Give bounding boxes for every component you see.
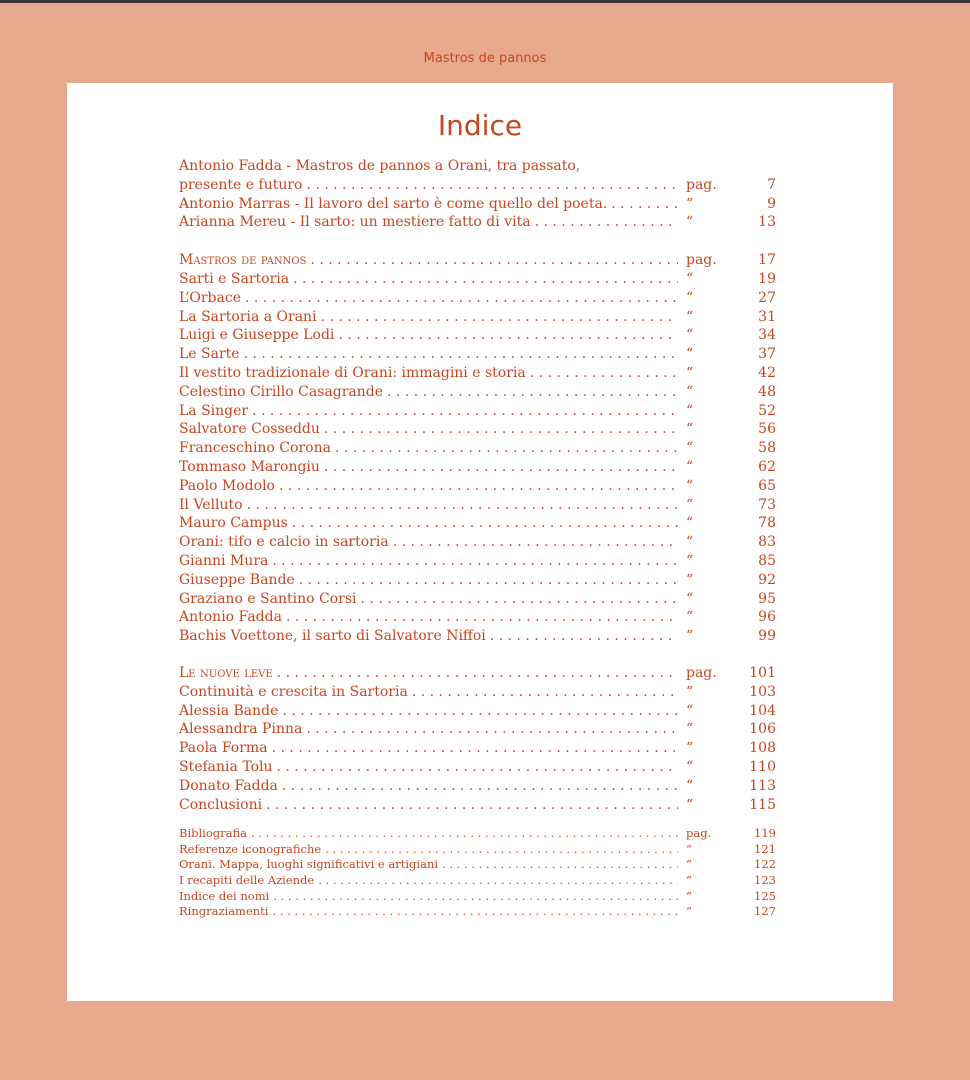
entry-title: Antonio Marras - Il lavoro del sarto è come quello del poeta. xyxy=(179,195,608,212)
toc-entry[interactable] xyxy=(179,571,776,590)
dot-leader xyxy=(292,514,678,533)
toc-entry[interactable] xyxy=(179,826,776,842)
toc-entry[interactable] xyxy=(179,777,776,796)
toc-entry[interactable] xyxy=(179,402,776,421)
entry-title: Alessia Bande xyxy=(179,702,279,719)
entry-page-number: 104 xyxy=(749,702,776,719)
toc-entry[interactable] xyxy=(179,270,776,289)
entry-pag-label: “ xyxy=(686,195,694,212)
entry-page-number: 9 xyxy=(767,195,776,212)
entry-page-number: 37 xyxy=(758,346,776,363)
toc-entry[interactable] xyxy=(179,796,776,815)
entry-title: Indice dei nomi xyxy=(179,888,270,903)
dot-leader xyxy=(611,195,678,214)
entry-title: Bachis Voettone, il sarto di Salvatore Niffoi xyxy=(179,628,486,645)
entry-title: I recapiti delle Aziende xyxy=(179,873,315,888)
entry-page-number: 62 xyxy=(758,458,776,475)
entry-pag-label: “ xyxy=(686,552,694,569)
toc-entry[interactable] xyxy=(179,157,776,176)
entry-title: Tommaso Marongiu xyxy=(179,458,320,475)
entry-pag-label: “ xyxy=(686,904,692,919)
entry-pag-label: “ xyxy=(686,841,692,856)
entry-pag-label: pag. xyxy=(686,252,717,269)
entry-title: Stefania Tolu xyxy=(179,758,273,775)
entry-title: Salvatore Cosseddu xyxy=(179,421,320,438)
entry-pag-label: “ xyxy=(686,873,692,888)
entry-page-number: 13 xyxy=(758,214,776,231)
dot-leader xyxy=(247,496,678,515)
dot-leader xyxy=(251,826,678,842)
toc-entry[interactable] xyxy=(179,477,776,496)
entry-pag-label: “ xyxy=(686,740,694,757)
entry-page-number: 96 xyxy=(758,609,776,626)
entry-title: Mauro Campus xyxy=(179,515,288,532)
dot-leader xyxy=(277,664,678,683)
entry-page-number: 78 xyxy=(758,515,776,532)
toc-entry[interactable] xyxy=(179,420,776,439)
entry-page-number: 127 xyxy=(754,904,776,919)
entry-page-number: 115 xyxy=(749,796,776,813)
entry-title: Antonio Fadda - Mastros de pannos a Orani, tra passato, xyxy=(179,158,581,174)
entry-pag-label: “ xyxy=(686,888,692,903)
entry-page-number: 19 xyxy=(758,270,776,287)
dot-leader xyxy=(335,439,678,458)
toc-entry[interactable] xyxy=(179,364,776,383)
toc-entry[interactable] xyxy=(179,904,776,920)
toc-entry[interactable] xyxy=(179,889,776,905)
entry-page-number: 52 xyxy=(758,402,776,419)
toc-entry[interactable] xyxy=(179,702,776,721)
dot-leader xyxy=(324,420,678,439)
entry-title: Il Velluto xyxy=(179,496,243,513)
toc-entry[interactable] xyxy=(179,458,776,477)
entry-title: presente e futuro xyxy=(179,176,303,193)
entry-pag-label: “ xyxy=(686,270,694,287)
toc-entry[interactable] xyxy=(179,514,776,533)
entry-title: Ringraziamenti xyxy=(179,904,269,919)
section-title: Le nuove leve xyxy=(179,664,273,681)
dot-leader xyxy=(245,289,678,308)
entry-pag-label: “ xyxy=(686,458,694,475)
entry-page-number: 119 xyxy=(754,826,776,841)
dot-leader xyxy=(490,627,678,646)
entry-title: Conclusioni xyxy=(179,796,263,813)
entry-title: Gianni Mura xyxy=(179,552,269,569)
entry-title: Alessandra Pinna xyxy=(179,721,303,738)
entry-page-number: 106 xyxy=(749,721,776,738)
toc-entry[interactable] xyxy=(179,308,776,327)
entry-pag-label: “ xyxy=(686,477,694,494)
entry-pag-label: “ xyxy=(686,609,694,626)
toc-entry[interactable] xyxy=(179,739,776,758)
entry-title: Orani: tifo e calcio in sartoria xyxy=(179,534,389,551)
entry-pag-label: “ xyxy=(686,383,694,400)
entry-page-number: 7 xyxy=(767,176,776,193)
index-page xyxy=(67,83,893,1001)
entry-page-number: 73 xyxy=(758,496,776,513)
dot-leader xyxy=(277,758,679,777)
dot-leader xyxy=(299,571,678,590)
entry-title: La Sartoria a Orani xyxy=(179,308,317,325)
dot-leader xyxy=(272,904,678,920)
entry-pag-label: pag. xyxy=(686,826,712,841)
table-of-contents xyxy=(179,157,776,920)
entry-pag-label: “ xyxy=(686,590,694,607)
entry-page-number: 92 xyxy=(758,571,776,588)
dot-leader xyxy=(325,842,678,858)
toc-entry[interactable] xyxy=(179,758,776,777)
dot-leader xyxy=(412,683,678,702)
entry-title: Orani. Mappa, luoghi significativi e artigiani xyxy=(179,857,439,872)
entry-page-number: 123 xyxy=(754,873,776,888)
entry-title: Paola Forma xyxy=(179,740,268,757)
entry-page-number: 121 xyxy=(754,841,776,856)
dot-leader xyxy=(282,777,678,796)
entry-pag-label: pag. xyxy=(686,664,717,681)
entry-pag-label: “ xyxy=(686,702,694,719)
entry-pag-label: “ xyxy=(686,496,694,513)
dot-leader xyxy=(279,477,678,496)
entry-page-number: 122 xyxy=(754,857,776,872)
section-title: Mastros de pannos xyxy=(179,252,307,269)
entry-page-number: 108 xyxy=(749,740,776,757)
entry-page-number: 85 xyxy=(758,552,776,569)
dot-leader xyxy=(272,739,678,758)
entry-pag-label: “ xyxy=(686,571,694,588)
entry-pag-label: “ xyxy=(686,308,694,325)
entry-title: Donato Fadda xyxy=(179,777,278,794)
entry-page-number: 27 xyxy=(758,289,776,306)
dot-leader xyxy=(361,590,678,609)
entry-page-number: 34 xyxy=(758,327,776,344)
entry-page-number: 125 xyxy=(754,888,776,903)
dot-leader xyxy=(252,402,678,421)
dot-leader xyxy=(306,176,678,195)
entry-pag-label: “ xyxy=(686,214,694,231)
section-heading[interactable] xyxy=(179,251,776,270)
dot-leader xyxy=(387,383,678,402)
entry-title: La Singer xyxy=(179,402,249,419)
entry-pag-label: “ xyxy=(686,327,694,344)
entry-pag-label: “ xyxy=(686,421,694,438)
entry-pag-label: “ xyxy=(686,857,692,872)
entry-pag-label: “ xyxy=(686,515,694,532)
toc-entry[interactable] xyxy=(179,857,776,873)
entry-title: Luigi e Giuseppe Lodi xyxy=(179,327,335,344)
toc-entry[interactable] xyxy=(179,195,776,214)
toc-entry[interactable] xyxy=(179,439,776,458)
toc-entry[interactable] xyxy=(179,842,776,858)
entry-pag-label: “ xyxy=(686,683,694,700)
entry-title: Graziano e Santino Corsi xyxy=(179,590,357,607)
dot-leader xyxy=(272,552,678,571)
toc-entry[interactable] xyxy=(179,326,776,345)
entry-page-number: 113 xyxy=(749,777,776,794)
entry-page-number: 17 xyxy=(758,252,776,269)
dot-leader xyxy=(442,857,678,873)
dot-leader xyxy=(535,213,678,232)
dot-leader xyxy=(306,720,678,739)
running-head: Mastros de pannos xyxy=(423,51,547,66)
entry-page-number: 103 xyxy=(749,683,776,700)
dot-leader xyxy=(530,364,678,383)
entry-title: Celestino Cirillo Casagrande xyxy=(179,383,383,400)
toc-entry[interactable] xyxy=(179,289,776,308)
dot-leader xyxy=(286,608,678,627)
entry-title: Antonio Fadda xyxy=(179,609,282,626)
toc-entry[interactable] xyxy=(179,627,776,646)
entry-title: Paolo Modolo xyxy=(179,477,275,494)
entry-pag-label: “ xyxy=(686,628,694,645)
toc-entry[interactable] xyxy=(179,683,776,702)
toc-entry[interactable] xyxy=(179,533,776,552)
entry-pag-label: “ xyxy=(686,402,694,419)
toc-entry[interactable] xyxy=(179,213,776,232)
entry-title: Continuità e crescita in Sartoria xyxy=(179,683,408,700)
dot-leader xyxy=(310,251,678,270)
entry-title: Il vestito tradizionale di Orani: immagini e storia xyxy=(179,364,526,381)
entry-page-number: 95 xyxy=(758,590,776,607)
entry-pag-label: “ xyxy=(686,721,694,738)
entry-pag-label: “ xyxy=(686,346,694,363)
entry-page-number: 56 xyxy=(758,421,776,438)
dot-leader xyxy=(282,702,678,721)
toc-entry[interactable] xyxy=(179,176,776,195)
entry-page-number: 83 xyxy=(758,534,776,551)
entry-pag-label: “ xyxy=(686,364,694,381)
entry-page-number: 101 xyxy=(749,664,776,681)
dot-leader xyxy=(266,796,678,815)
dot-leader xyxy=(338,326,678,345)
page-title: Indice xyxy=(437,109,523,142)
entry-title: L’Orbace xyxy=(179,289,241,306)
entry-page-number: 65 xyxy=(758,477,776,494)
entry-title: Bibliografia xyxy=(179,826,248,841)
entry-pag-label: “ xyxy=(686,758,694,775)
entry-pag-label: pag. xyxy=(686,176,717,193)
toc-entry[interactable] xyxy=(179,590,776,609)
entry-pag-label: “ xyxy=(686,289,694,306)
toc-entry[interactable] xyxy=(179,720,776,739)
entry-page-number: 58 xyxy=(758,440,776,457)
entry-page-number: 31 xyxy=(758,308,776,325)
toc-entry[interactable] xyxy=(179,345,776,364)
dot-leader xyxy=(244,345,678,364)
entry-page-number: 48 xyxy=(758,383,776,400)
dot-leader xyxy=(273,889,678,905)
dot-leader xyxy=(393,533,678,552)
entry-page-number: 42 xyxy=(758,364,776,381)
dot-leader xyxy=(324,458,678,477)
toc-entry[interactable] xyxy=(179,873,776,889)
toc-entry[interactable] xyxy=(179,383,776,402)
dot-leader xyxy=(321,308,678,327)
entry-pag-label: “ xyxy=(686,777,694,794)
entry-pag-label: “ xyxy=(686,440,694,457)
scan-top-edge xyxy=(0,0,970,3)
toc-entry[interactable] xyxy=(179,608,776,627)
toc-entry[interactable] xyxy=(179,552,776,571)
section-heading[interactable] xyxy=(179,664,776,683)
entry-title: Sarti e Sartoria xyxy=(179,270,290,287)
dot-leader xyxy=(318,873,678,889)
entry-title: Referenze iconografiche xyxy=(179,841,322,856)
entry-pag-label: “ xyxy=(686,534,694,551)
entry-page-number: 110 xyxy=(749,758,776,775)
dot-leader xyxy=(293,270,678,289)
entry-page-number: 99 xyxy=(758,628,776,645)
entry-title: Le Sarte xyxy=(179,346,240,363)
entry-pag-label: “ xyxy=(686,796,694,813)
entry-title: Giuseppe Bande xyxy=(179,571,295,588)
entry-title: Franceschino Corona xyxy=(179,440,331,457)
toc-entry[interactable] xyxy=(179,496,776,515)
entry-title: Arianna Mereu - Il sarto: un mestiere fatto di vita xyxy=(179,214,531,231)
